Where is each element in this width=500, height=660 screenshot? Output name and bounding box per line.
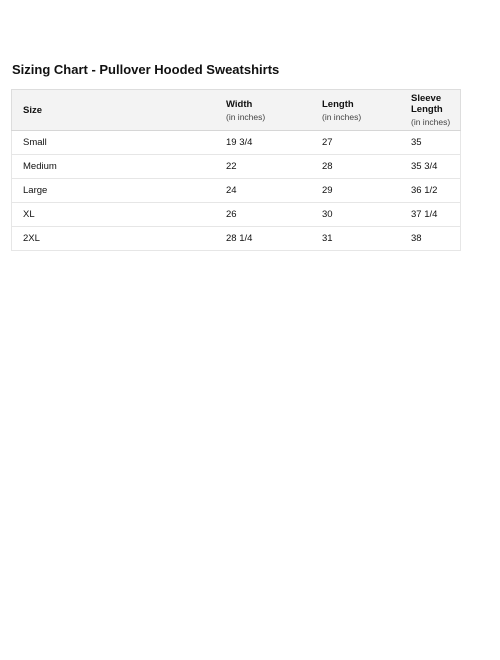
table-row bbox=[12, 227, 461, 251]
column-header-sleeve-length bbox=[411, 90, 461, 131]
column-header-unit: (in inches) bbox=[322, 111, 362, 122]
cell-sleeve-length: 35 3/4 bbox=[411, 155, 461, 179]
cell-width: 24 bbox=[226, 179, 322, 203]
table-row bbox=[12, 131, 461, 155]
cell-size: 2XL bbox=[12, 227, 227, 251]
column-header-label: Size bbox=[23, 104, 43, 116]
column-header-unit: (in inches) bbox=[411, 117, 451, 127]
page-title: Sizing Chart - Pullover Hooded Sweatshirts bbox=[12, 62, 280, 77]
table-header bbox=[12, 90, 461, 131]
cell-width: 19 3/4 bbox=[226, 131, 322, 155]
column-header-unit: (in inches) bbox=[226, 111, 266, 122]
column-header-label: Sleeve Length bbox=[411, 93, 443, 115]
column-header-label: Width bbox=[226, 98, 253, 110]
cell-length: 27 bbox=[322, 131, 411, 155]
cell-size: Small bbox=[12, 131, 227, 155]
table-row bbox=[12, 155, 461, 179]
column-header-label: Length bbox=[322, 98, 354, 110]
cell-sleeve-length: 36 1/2 bbox=[411, 179, 461, 203]
sizing-chart-table bbox=[11, 89, 461, 251]
column-header-length bbox=[322, 90, 411, 131]
cell-size: Large bbox=[12, 179, 227, 203]
cell-length: 29 bbox=[322, 179, 411, 203]
table-header-row bbox=[12, 90, 461, 131]
cell-length: 30 bbox=[322, 203, 411, 227]
cell-width: 28 1/4 bbox=[226, 227, 322, 251]
cell-width: 22 bbox=[226, 155, 322, 179]
table-row bbox=[12, 179, 461, 203]
table-row bbox=[12, 203, 461, 227]
cell-sleeve-length: 37 1/4 bbox=[411, 203, 461, 227]
cell-length: 31 bbox=[322, 227, 411, 251]
cell-sleeve-length: 35 bbox=[411, 131, 461, 155]
cell-size: Medium bbox=[12, 155, 227, 179]
column-header-size bbox=[12, 90, 227, 131]
cell-sleeve-length: 38 bbox=[411, 227, 461, 251]
table-body bbox=[12, 131, 461, 251]
column-header-width bbox=[226, 90, 322, 131]
cell-width: 26 bbox=[226, 203, 322, 227]
cell-size: XL bbox=[12, 203, 227, 227]
cell-length: 28 bbox=[322, 155, 411, 179]
